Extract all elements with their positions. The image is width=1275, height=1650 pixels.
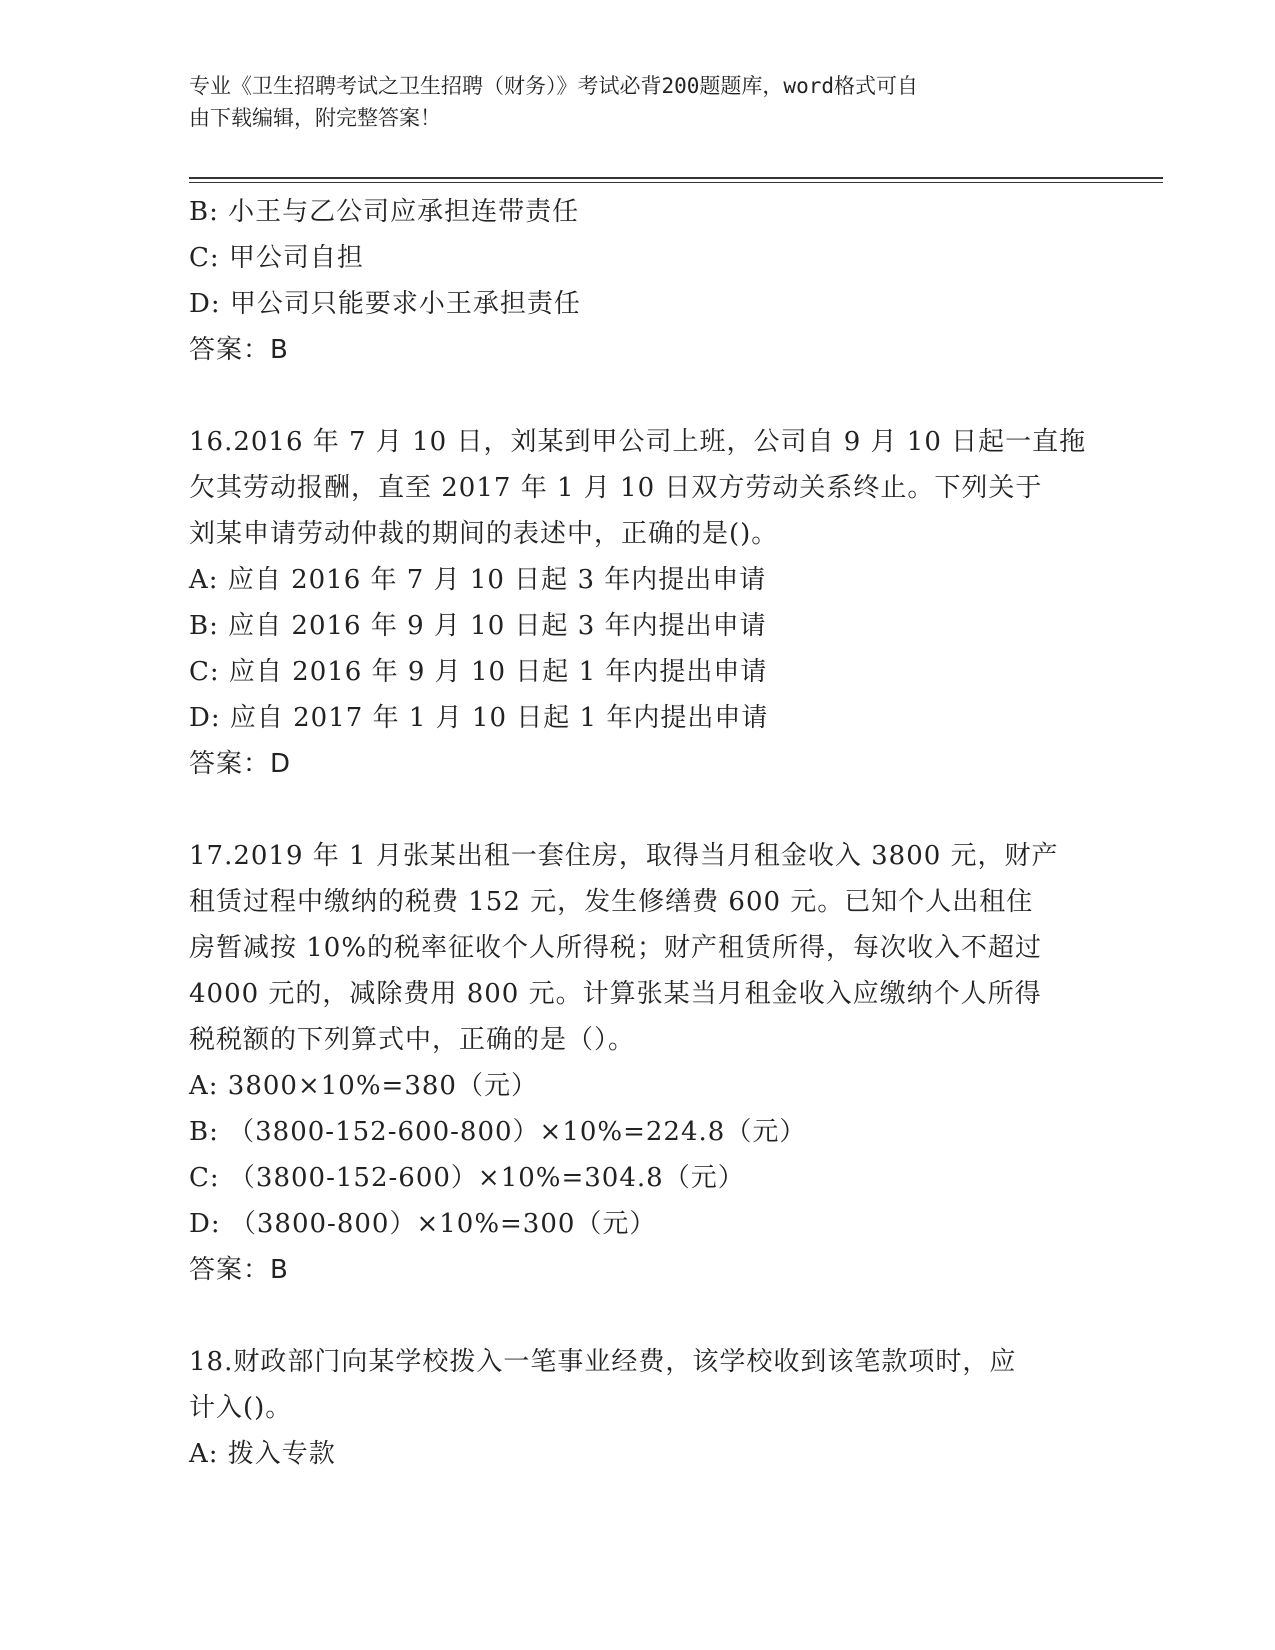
spacer [189, 373, 1089, 419]
option-a: A: 3800×10%=380（元） [189, 1071, 538, 1101]
question-stem-line: 计入()。 [189, 1393, 293, 1423]
page-header [189, 70, 1089, 134]
spacer [189, 787, 1089, 833]
question-stem-line: 4000 元的，减除费用 800 元。计算张某当月租金收入应缴纳个人所得 [189, 979, 1042, 1009]
question-stem-line: 17.2019 年 1 月张某出租一套住房，取得当月租金收入 3800 元，财产 [189, 841, 1059, 871]
spacer [189, 1293, 1089, 1339]
option-d: D: 应自 2017 年 1 月 10 日起 1 年内提出申请 [189, 703, 769, 733]
option-d: D: （3800-800）×10%=300（元） [189, 1209, 657, 1239]
question-stem-line: 税税额的下列算式中，正确的是（）。 [189, 1025, 636, 1055]
option-d: D: 甲公司只能要求小王承担责任 [189, 289, 581, 319]
header-title-line-1: 专业《卫生招聘考试之卫生招聘（财务）》考试必背200题题库，word格式可自 [189, 74, 918, 98]
header-rule-thick [189, 177, 1163, 179]
question-stem-line: 18.财政部门向某学校拨入一笔事业经费，该学校收到该笔款项时，应 [189, 1347, 1017, 1377]
question-15-continued [189, 189, 1089, 373]
option-c: C: 应自 2016 年 9 月 10 日起 1 年内提出申请 [189, 657, 768, 687]
question-stem-line: 欠其劳动报酬，直至 2017 年 1 月 10 日双方劳动关系终止。下列关于 [189, 473, 1043, 503]
option-b: B: 应自 2016 年 9 月 10 日起 3 年内提出申请 [189, 611, 767, 641]
question-stem-line: 16.2016 年 7 月 10 日，刘某到甲公司上班，公司自 9 月 10 日起一直拖 [189, 427, 1087, 457]
question-16 [189, 419, 1089, 787]
option-b: B: （3800-152-600-800）×10%=224.8（元） [189, 1117, 807, 1147]
option-a: A: 拨入专款 [189, 1439, 336, 1469]
answer-label: 答案：B [189, 1255, 289, 1285]
question-content [189, 189, 1089, 1477]
option-c: C: （3800-152-600）×10%=304.8（元） [189, 1163, 745, 1193]
option-b: B: 小王与乙公司应承担连带责任 [189, 197, 580, 227]
question-stem-line: 租赁过程中缴纳的税费 152 元，发生修缮费 600 元。已知个人出租住 [189, 887, 1034, 917]
question-stem-line: 刘某申请劳动仲裁的期间的表述中，正确的是()。 [189, 519, 779, 549]
answer-label: 答案：D [189, 749, 292, 779]
question-18 [189, 1339, 1089, 1477]
answer-label: 答案：B [189, 335, 289, 365]
question-17 [189, 833, 1089, 1293]
option-c: C: 甲公司自担 [189, 243, 364, 273]
header-rule-thin [189, 182, 1163, 183]
question-stem-line: 房暂减按 10%的税率征收个人所得税；财产租赁所得，每次收入不超过 [189, 933, 1043, 963]
option-a: A: 应自 2016 年 7 月 10 日起 3 年内提出申请 [189, 565, 767, 595]
header-title-line-2: 由下载编辑，附完整答案！ [189, 106, 441, 130]
